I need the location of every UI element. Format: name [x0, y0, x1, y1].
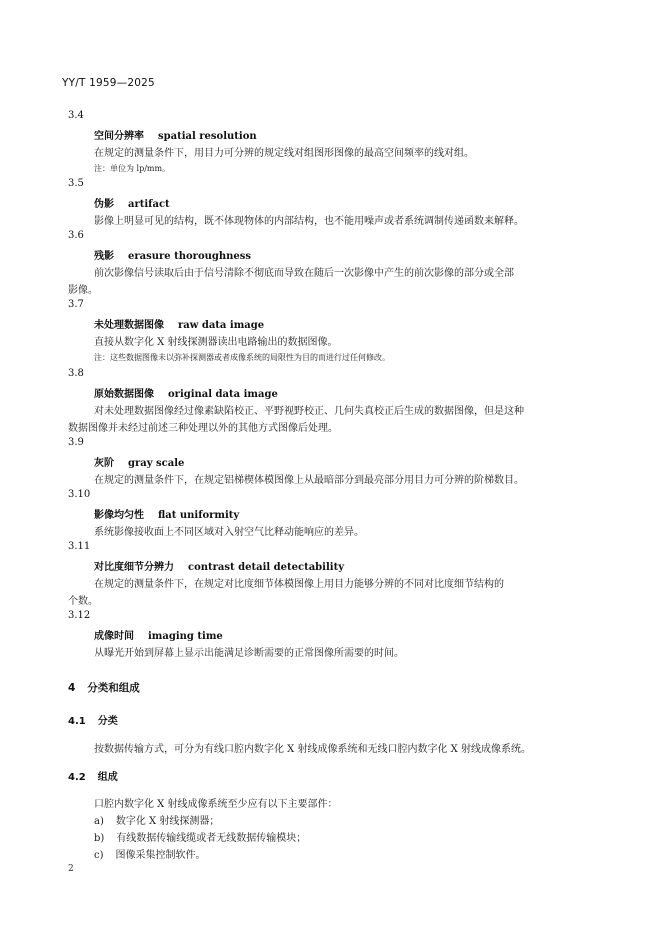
term-definition: 影像上明显可见的结构，既不体现物体的内部结构，也不能用噪声或者系统调制传递函数来解释。: [94, 216, 524, 227]
list-item-label: a): [94, 816, 104, 827]
list-item-label: b): [94, 833, 105, 844]
term-definition: 系统影像接收面上不同区域对入射空气比释动能响应的差异。: [94, 527, 364, 538]
list-item: [94, 812, 219, 827]
term-number: 3.6: [68, 230, 84, 241]
section-number: 4: [68, 682, 76, 694]
term-en: flat uniformity: [158, 510, 240, 521]
list-item-text: 有线数据传输线缆或者无线数据传输模块；: [116, 833, 307, 844]
term-definition: 从曝光开始到屏幕上显示出能满足诊断需要的正常图像所需要的时间。: [94, 648, 404, 659]
term-note: 注：单位为 lp/mm。: [94, 164, 171, 173]
term-title: [94, 454, 184, 469]
term-zh: 原始数据图像: [94, 389, 154, 400]
term-number: 3.4: [68, 110, 84, 121]
composition-intro: 口腔内数字化 X 射线成像系统至少应有以下主要部件：: [94, 799, 338, 810]
term-en: imaging time: [148, 631, 223, 642]
term-definition-line: 影像。: [68, 285, 98, 296]
term-number: 3.8: [68, 368, 84, 379]
term-title: [94, 506, 239, 521]
term-title: [94, 247, 251, 262]
term-title: [94, 385, 278, 400]
term-title: [94, 627, 223, 642]
term-title: [94, 316, 264, 331]
term-zh: 灰阶: [94, 458, 114, 469]
list-item: [94, 846, 206, 861]
term-title: [94, 558, 344, 573]
section-title: 分类和组成: [87, 682, 140, 694]
term-number: 3.9: [68, 437, 84, 448]
term-zh: 未处理数据图像: [94, 320, 164, 331]
term-definition: 在规定的测量条件下，用目力可分辨的规定线对组图形图像的最高空间频率的线对组。: [94, 148, 474, 159]
term-number: 3.7: [68, 299, 84, 310]
term-en: erasure thoroughness: [128, 251, 252, 262]
term-title: [94, 195, 170, 210]
standard-number-header: YY/T 1959—2025: [62, 77, 155, 89]
term-zh: 残影: [94, 251, 114, 262]
page-number: 2: [68, 864, 74, 874]
term-definition-line: 在规定的测量条件下，在规定对比度细节体模图像上用目力能够分辨的不同对比度细节结构的: [94, 579, 504, 590]
term-en: gray scale: [128, 458, 185, 469]
term-zh: 对比度细节分辨力: [94, 562, 174, 573]
term-zh: 影像均匀性: [94, 510, 144, 521]
term-number: 3.5: [68, 178, 84, 189]
subsection-title: 分类: [97, 716, 118, 727]
term-number: 3.11: [68, 541, 91, 552]
term-number: 3.10: [68, 489, 91, 500]
term-en: raw data image: [178, 320, 265, 331]
subsection-number: 4.2: [68, 772, 86, 783]
term-en: contrast detail detectability: [188, 562, 345, 573]
term-definition-line: 前次影像信号读取后由于信号清除不彻底而导致在随后一次影像中产生的前次影像的部分或全部: [94, 268, 514, 279]
term-number: 3.12: [68, 610, 91, 621]
term-en: artifact: [128, 199, 170, 210]
list-item: [94, 829, 306, 844]
term-zh: 空间分辨率: [94, 131, 144, 142]
term-en: spatial resolution: [158, 131, 257, 142]
term-definition: 直接从数字化 X 射线探测器读出电路输出的数据图像。: [94, 337, 338, 348]
term-definition: 在规定的测量条件下，在规定铝梯楔体模图像上从最暗部分到最亮部分用目力可分辨的阶梯数目。: [94, 475, 524, 486]
list-item-text: 图像采集控制软件。: [115, 850, 206, 861]
list-item-text: 数字化 X 射线探测器；: [115, 816, 220, 827]
term-definition-line: 个数。: [68, 596, 98, 607]
term-definition-line: 数据图像并未经过前述三种处理以外的其他方式图像后处理。: [68, 423, 338, 434]
term-note: 注：这些数据图像未以弥补探测器或者成像系统的局限性为目的而进行过任何修改。: [94, 353, 390, 362]
classification-text: 按数据传输方式，可分为有线口腔内数字化 X 射线成像系统和无线口腔内数字化 X 射线成像系统。: [94, 744, 531, 755]
subsection-title: 组成: [97, 772, 118, 783]
term-definition-line: 对未处理数据图像经过像素缺陷校正、平野视野校正、几何失真校正后生成的数据图像，但是这种: [94, 406, 524, 417]
subsection-number: 4.1: [68, 716, 86, 727]
term-zh: 伪影: [94, 199, 114, 210]
subsection-heading: [68, 768, 118, 783]
term-zh: 成像时间: [94, 631, 134, 642]
subsection-heading: [68, 712, 118, 727]
section-heading: [68, 680, 140, 695]
term-en: original data image: [168, 389, 278, 400]
list-item-label: c): [94, 850, 104, 861]
term-title: [94, 127, 257, 142]
